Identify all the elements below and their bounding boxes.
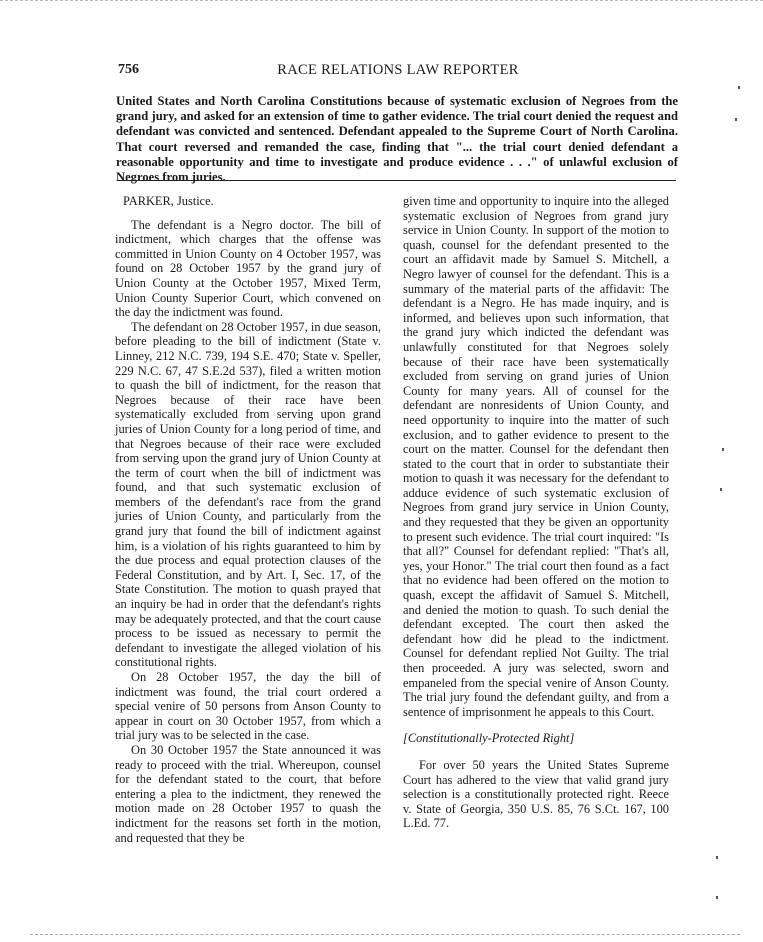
scan-speck xyxy=(716,856,718,859)
paragraph: On 28 October 1957, the day the bill of indictment was found, the trial court ordered a special venire of 50 persons from Anson County to appear in court on 30 October 1957, from which a trial jury was to be selected in the case. xyxy=(115,670,381,743)
left-column xyxy=(115,194,381,845)
paragraph: The defendant is a Negro doctor. The bill of indictment, which charges that the offense was committed in Union County on 4 October 1957, was found on 28 October 1957 by the grand jury of Union County at the October 1957, Mixed Term, Union County Superior Court, which convened on the day the indictment was found. xyxy=(115,217,381,320)
running-title: RACE RELATIONS LAW REPORTER xyxy=(277,62,519,78)
paragraph: On 30 October 1957 the State announced it was ready to proceed with the trial. Whereupon, counsel for the defendant stated to the court, that before entering a plea to the indictment, they renewed the motion made on 28 October 1957 to quash the indictment for the reasons set forth in the motion, and requested that they be xyxy=(115,742,381,845)
scan-edge-top xyxy=(0,0,763,1)
scan-speck xyxy=(738,86,740,89)
scan-speck xyxy=(716,896,718,899)
paragraph: The defendant on 28 October 1957, in due season, before pleading to the bill of indictment (State v. Linney, 212 N.C. 739, 194 S.E. 470; State v. Speller, 229 N.C. 67, 47 S.E.2d 537), filed a written motion to quash the bill of indictment, for the reason that Negroes because of their race have been systematically excluded from serving upon grand juries of Union County for a long period of time, and that Negroes because of their race were excluded from serving upon the grand jury of Union County at the term of court when the bill of indictment was found, and that such systematic exclusion of members of the defendant's race from the grand juries of Union County, and particularly from the grand jury that found the bill of indictment against him, is a violation of his rights guaranteed to him by the due process and equal protection clauses of the Federal Constitution, and by Art. I, Sec. 17, of the State Constitution. The motion to quash prayed that an inquiry be had in order that the defendant's rights may be adequately protected, and that the court cause process to be issued as necessary to permit the defendant to investigate the alleged violation of his constitutional rights. xyxy=(115,319,381,670)
scan-speck xyxy=(720,488,722,491)
paragraph: For over 50 years the United States Supreme Court has adhered to the view that valid grand jury selection is a constitutionally protected right. Reece v. State of Georgia, 350 U.S. 85, 76 S.Ct. 167, 100 L.Ed. 77. xyxy=(403,757,669,831)
right-column xyxy=(403,194,669,831)
scan-speck xyxy=(722,448,724,451)
section-heading: [Constitutionally-Protected Right] xyxy=(403,731,575,746)
page-header xyxy=(118,62,678,84)
opinion-author: PARKER, Justice. xyxy=(123,194,214,208)
scan-speck xyxy=(735,118,737,121)
case-summary: United States and North Carolina Constitutions because of systematic exclusion of Negroes from the grand jury, and asked for an extension of time to gather evidence. The trial court denied the request and defendant was convicted and sentenced. Defendant appealed to the Supreme Court of North Carolina. That court reversed and remanded the case, finding that "... the trial court denied defendant a reasonable opportunity and time to investigate and produce evidence . . ." of unlawful exclusion of Negroes from juries. xyxy=(116,94,678,185)
page-number: 756 xyxy=(118,62,139,77)
scan-edge-bottom xyxy=(30,934,740,935)
paragraph-continuation: given time and opportunity to inquire into the alleged systematic exclusion of Negroes from grand jury service in Union County. In support of the motion to quash, counsel for the defendant presented to the court an affidavit made by Samuel S. Mitchell, a Negro lawyer of counsel for the defendant. This is a summary of the material parts of the affidavit: The defendant is a Negro. He has made inquiry, and is informed, and believes upon such information, that the grand jury which indicted the defendant was unlawfully constituted for that Negroes solely because of their race have been systematically excluded from serving on grand juries of Union County for many years. All of counsel for the defendant are nonresidents of Union County, and need opportunity to inquire into the matter of such exclusion, and to gather evidence to present to the court on the matter. Counsel for the defendant then stated to the court that in order to substantiate their motion to quash it was necessary for the defendant to adduce evidence of such systematic exclusion of Negroes from grand jury service in Union County, and they requested that they be given an opportunity to present such evidence. The trial court inquired: "Is that all?" Counsel for defendant replied: "That's all, yes, your Honor." The trial court then found as a fact that no evidence had been offered on the motion to quash, except the affidavit of Samuel S. Mitchell, and denied the motion to quash. To such denial the defendant excepted. The court then asked the defendant how did he plead to the indictment. Counsel for defendant replied Not Guilty. The trial then proceeded. A jury was selected, sworn and empaneled from the special venire of Anson County. The trial jury found the defendant guilty, and from a sentence of imprisonment he appeals to this Court. xyxy=(403,194,669,719)
summary-divider xyxy=(118,180,676,181)
